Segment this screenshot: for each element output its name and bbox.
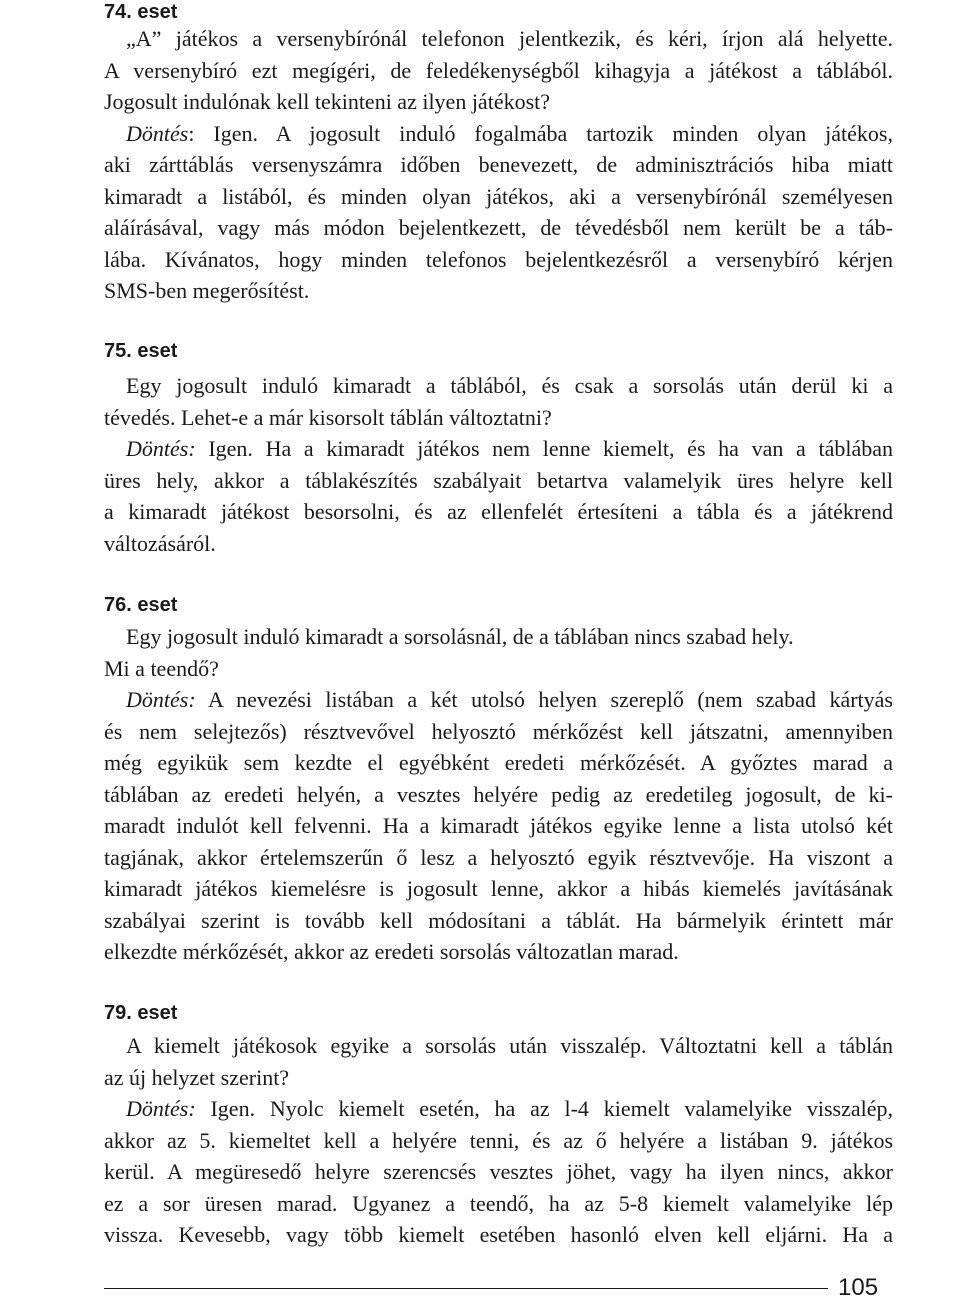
text-line <box>104 244 893 276</box>
text-line <box>126 118 893 150</box>
text-line <box>104 747 893 779</box>
line-text: SMS-ben megerősítést. <box>104 278 310 303</box>
line-text: Egy jogosult induló kimaradt a táblából, és csak a sorsolás után derül ki a <box>126 373 893 398</box>
line-text: kimaradt a listából, és minden olyan játékos, aki a versenybírónál személyesen <box>104 183 893 209</box>
text-line <box>104 905 893 937</box>
text-line <box>104 1156 893 1188</box>
text-line <box>104 653 893 685</box>
text-line <box>104 1062 893 1094</box>
text-line <box>104 528 893 560</box>
text-line <box>104 779 893 811</box>
case-title: 76. eset <box>104 594 178 616</box>
line-text: maradt indulót kell felvenni. Ha a kimaradt játékos egyike lenne a lista utolsó két <box>104 813 893 838</box>
text-line <box>104 181 893 213</box>
line-text: és nem selejtezős) résztvevővel helyosztó mérkőzést kell játszatni, amennyiben <box>104 718 893 744</box>
text-line <box>126 621 893 653</box>
decision-label: Döntés: <box>126 1096 196 1121</box>
line-text: „A” játékos a versenybírónál telefonon jelentkezik, és kéri, írjon alá helyette. <box>126 26 893 51</box>
page-number: 105 <box>838 1274 879 1301</box>
case-title: 79. eset <box>104 1002 178 1024</box>
text-line <box>104 1125 893 1157</box>
line-text: Jogosult indulónak kell tekinteni az ilyen játékost? <box>104 89 551 114</box>
line-text: az új helyzet szerint? <box>104 1064 290 1090</box>
text-line <box>104 212 893 244</box>
line-text: Mi a teendő? <box>104 655 219 681</box>
line-text: Igen. Ha a kimaradt játékos nem lenne kiemelt, és ha van a táblában <box>195 436 893 461</box>
line-text: kerül. A megüresedő helyre szerencsés vesztes jöhet, vagy ha ilyen nincs, akkor <box>104 1159 893 1184</box>
line-text: A versenybíró ezt megígéri, de feledékenységből kihagyja a játékost a táblából. <box>104 57 893 83</box>
text-line <box>104 465 893 497</box>
text-line <box>104 55 893 87</box>
text-line <box>104 275 893 307</box>
text-line <box>104 716 893 748</box>
footer-rule <box>104 1288 828 1289</box>
line-text: : Igen. A jogosult induló fogalmába tartozik minden olyan játékos, <box>188 120 893 146</box>
text-line <box>104 842 893 874</box>
text-line <box>104 936 893 968</box>
line-text: Igen. Nyolc kiemelt esetén, ha az l-4 kiemelt valamelyike visszalép, <box>195 1096 893 1121</box>
line-text: még egyikük sem kezdte el egyébként eredeti mérkőzését. A győztes marad a <box>104 750 893 775</box>
line-text: szabályai szerint is tovább kell módosítani a táblát. Ha bármelyik érintett már <box>104 907 893 933</box>
text-line <box>104 402 893 434</box>
line-text: tévedés. Lehet-e a már kisorsolt táblán változtatni? <box>104 404 552 430</box>
line-text: aláírásával, vagy más módon bejelentkezett, de tévedésből nem került be a táb- <box>104 215 893 240</box>
line-text: akkor az 5. kiemeltet kell a helyére tenni, és az ő helyére a listában 9. játékos <box>104 1127 893 1153</box>
line-text: a kimaradt játékost besorsolni, és az ellenfelét értesíteni a tábla és a játékrend <box>104 499 893 524</box>
text-line <box>126 433 893 465</box>
line-text: változásáról. <box>104 530 216 556</box>
case-title: 74. eset <box>104 1 178 23</box>
line-text: vissza. Kevesebb, vagy több kiemelt esetében hasonló elven kell eljárni. Ha a <box>104 1222 893 1247</box>
text-line <box>126 1030 893 1062</box>
text-line <box>104 149 893 181</box>
text-line <box>126 23 893 55</box>
line-text: üres hely, akkor a táblakészítés szabályait betartva valamelyik üres helyre kell <box>104 467 893 493</box>
text-line <box>126 1093 893 1125</box>
text-line <box>104 873 893 905</box>
line-text: kimaradt játékos kiemelésre is jogosult lenne, akkor a hibás kiemelés javításának <box>104 876 893 901</box>
text-line <box>104 496 893 528</box>
line-text: ez a sor üresen marad. Ugyanez a teendő, ha az 5-8 kiemelt valamelyike lép <box>104 1190 893 1216</box>
case-title: 75. eset <box>104 340 178 362</box>
line-text: Egy jogosult induló kimaradt a sorsolásnál, de a táblában nincs szabad hely. <box>126 624 794 649</box>
text-line <box>104 810 893 842</box>
line-text: A nevezési listában a két utolsó helyen szereplő (nem szabad kártyás <box>195 687 893 712</box>
text-line <box>126 370 893 402</box>
text-line <box>104 86 893 118</box>
line-text: lába. Kívánatos, hogy minden telefonos bejelentkezésről a versenybíró kérjen <box>104 246 893 272</box>
decision-label: Döntés <box>126 120 189 146</box>
line-text: elkezdte mérkőzését, akkor az eredeti sorsolás változatlan marad. <box>104 939 679 964</box>
text-line <box>104 1188 893 1220</box>
line-text: tagjának, akkor értelemszerűn ő lesz a helyosztó egyik résztvevője. Ha viszont a <box>104 844 893 870</box>
line-text: aki zárttáblás versenyszámra időben benevezett, de adminisztrációs hiba miatt <box>104 152 893 177</box>
text-line <box>104 1219 893 1251</box>
text-line <box>126 684 893 716</box>
decision-label: Döntés: <box>126 436 196 461</box>
line-text: táblában az eredeti helyén, a vesztes helyére pedig az eredetileg jogosult, de ki- <box>104 781 893 807</box>
line-text: A kiemelt játékosok egyike a sorsolás után visszalép. Változtatni kell a táblán <box>126 1033 893 1058</box>
decision-label: Döntés: <box>126 687 196 712</box>
